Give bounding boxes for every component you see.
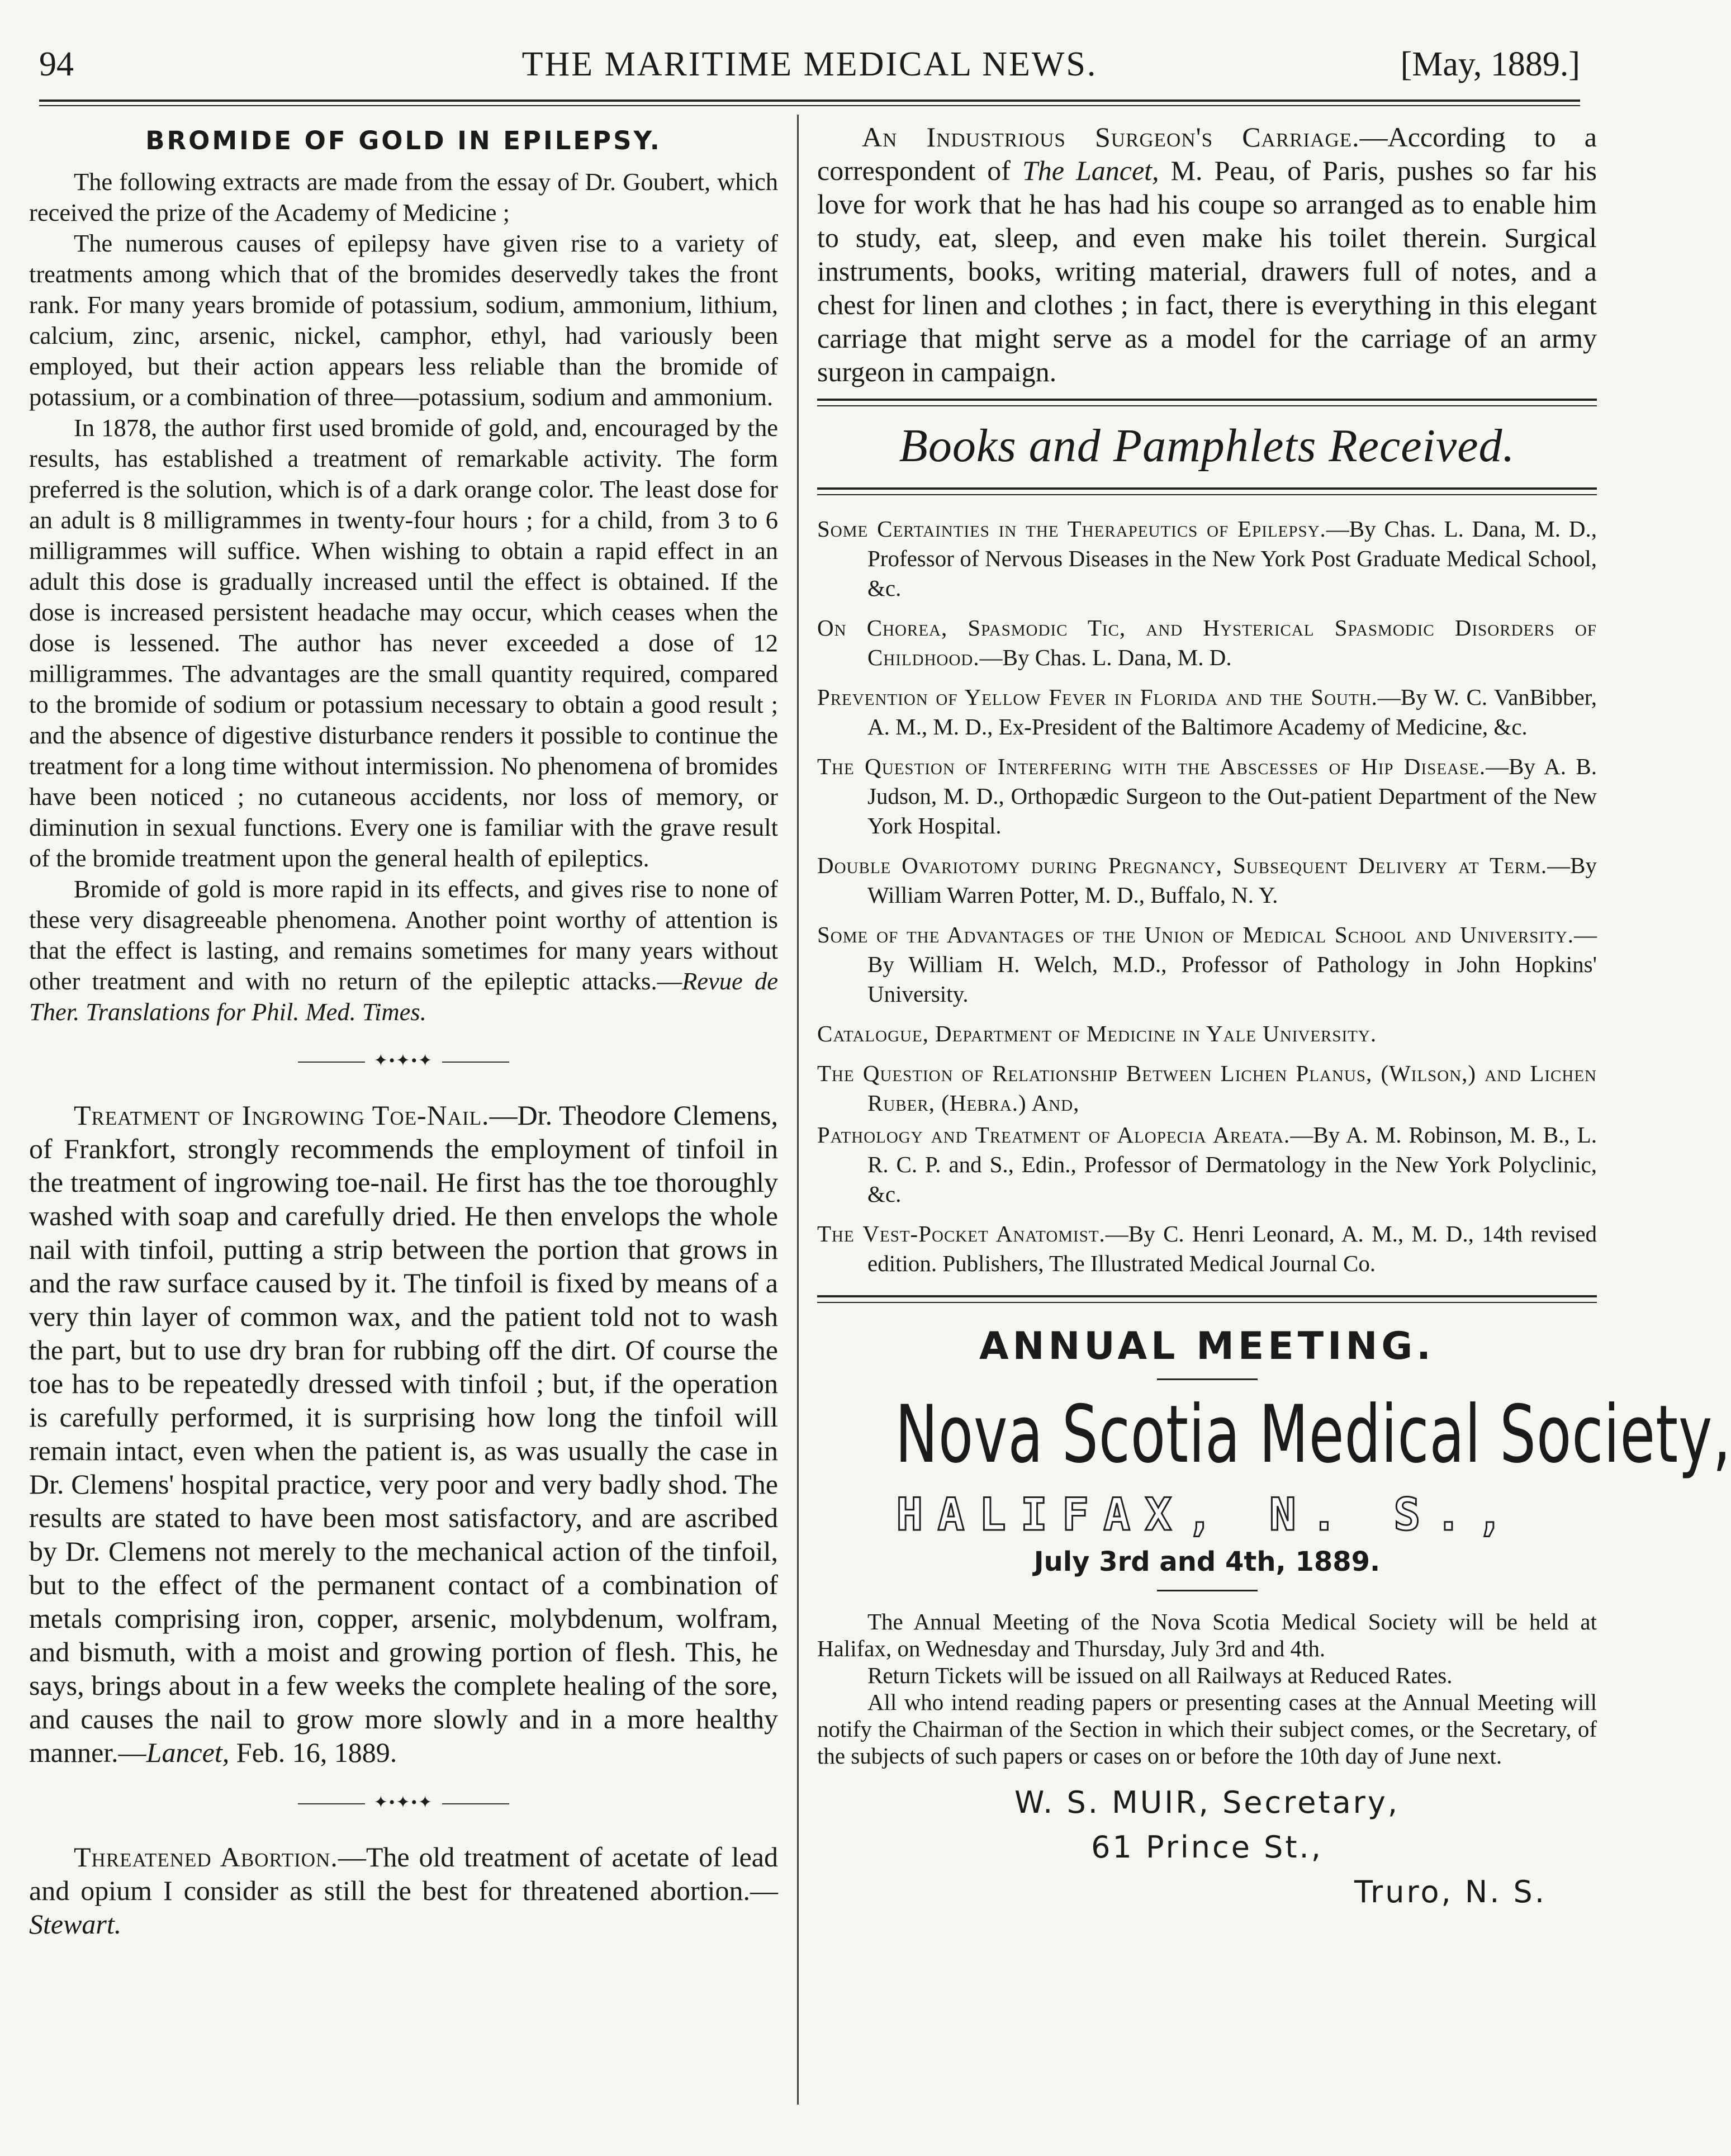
- toenail-heading: Treatment of Ingrowing Toe-Nail.: [74, 1100, 490, 1131]
- books-title: Books and Pamphlets Received.: [899, 420, 1515, 472]
- book-entry: Catalogue, Department of Medicine in Yale University.: [817, 1021, 1377, 1046]
- toenail-citation-date: Feb. 16, 1889.: [229, 1737, 397, 1768]
- right-column: [817, 120, 1731, 1915]
- book-entry: Double Ovariotomy during Pregnancy, Subsequent Delivery at Term.—By William Warren Potter, M. D., Buffalo, N. Y.: [817, 852, 1597, 908]
- section-rule: [817, 399, 1597, 406]
- abortion-article: [29, 1840, 778, 1941]
- toenail-citation: Lancet,: [146, 1737, 230, 1768]
- bromide-paragraph: In 1878, the author first used bromide of gold, and, encouraged by the results, has established a treatment of remarkable activity. The form preferred is the solution, which is of a dark orange color. The least dose for an adult is 8 milligrammes in twenty-four hours ; for a child, from 3 to 6 milligrammes will suffice. When wishing to obtain a rapid effect in an adult this dose is gradually increased until the effect is obtained. If the dose is increased persistent headache may occur, which ceases when the dose is lessened. The author has never exceeded a dose of 12 milligrammes. The advantages are the small quantity required, compared to the bromide of sodium or potassium necessary to obtain a good result ; and the absence of digestive disturbance renders it possible to continue the treatment for a long time without intermission. No phenomena of bromides have been noticed ; no cutaneous accidents, nor loss of memory, or diminution in sexual functions. Every one is familiar with the grave result of the bromide treatment upon the general health of epileptics.: [29, 414, 778, 872]
- header-rule-thin: [39, 105, 1580, 106]
- bromide-paragraph: The numerous causes of epilepsy have given rise to a variety of treatments among which that of the bromides deservedly takes the front rank. For many years bromide of potassium, sodium, ammonium, lithium, calcium, zinc, arsenic, nickel, camphor, ethyl, had variously been employed, but their action appears less reliable than the bromide of potassium, or a combination of three—potassium, sodium and ammonium.: [29, 229, 778, 411]
- carriage-heading: An Industrious Surgeon's Carriage.: [862, 121, 1360, 153]
- book-entry: Some Certainties in the Therapeutics of Epilepsy.—By Chas. L. Dana, M. D., Professor of Nervous Diseases in the New York Post Graduate Medical School, &c.: [817, 516, 1597, 601]
- bromide-article: [29, 167, 778, 1027]
- toenail-article: [29, 1098, 778, 1769]
- toenail-paragraph: [29, 1098, 778, 1769]
- meeting-place: HALIFAX, N. S.,: [896, 1489, 1518, 1541]
- meeting-body: [817, 1608, 1597, 1769]
- secretary-town: Truro, N. S.: [1354, 1874, 1547, 1909]
- column-divider: [797, 115, 799, 2105]
- short-rule: [1157, 1590, 1258, 1591]
- bromide-paragraph-text: Bromide of gold is more rapid in its effects, and gives rise to none of these very disagreeable phenomena. Another point worthy of attention is that the effect is lasting, and remains sometimes for many years without other treatment and with no return of the epileptic attacks.—: [29, 875, 778, 995]
- meeting-paragraph: Return Tickets will be issued on all Railways at Reduced Rates.: [867, 1662, 1453, 1688]
- carriage-text: —According to a correspondent of: [817, 121, 1597, 186]
- books-list: [817, 514, 1597, 1278]
- meeting-notice: [817, 1324, 1731, 1915]
- carriage-paragraph: [817, 120, 1597, 388]
- toenail-text: —Dr. Theodore Clemens, of Frankfort, strongly recommends the employment of tinfoil in the treatment of ingrowing toe-nail. He first has the toe thoroughly washed with soap and carefully dried. He then envelops the whole nail with tinfoil, putting a strip between the portion that grows in and the raw surface caused by it. The tinfoil is fixed by means of a very thin layer of common wax, and the patient told not to wash the part, but to use dry bran for rubbing off the dirt. Of course the toe has to be repeatedly dressed with tinfoil ; but, if the operation is carefully performed, it is surprising how long the tinfoil will remain intact, even when the patient is, as was usually the case in Dr. Clemens' hospital practice, very poor and very badly shod. The results are stated to have been most satisfactory, and are ascribed by Dr. Clemens not merely to the mechanical action of the tinfoil, but to the effect of the permanent contact of a combination of metals comprising iron, copper, arsenic, molybdenum, wolfram, and bismuth, with a moist and growing portion of flesh. This, he says, brings about in a few weeks the complete healing of the sore, and causes the nail to grow more slowly and in a more healthy manner.—: [29, 1100, 778, 1768]
- abortion-citation: Stewart.: [29, 1908, 122, 1940]
- section-rule: [817, 487, 1597, 495]
- abortion-text: —The old treatment of acetate of lead and opium I consider as still the best for threatened abortion.—: [29, 1841, 778, 1906]
- bromide-paragraph: [29, 874, 778, 1027]
- left-column: [29, 120, 778, 1941]
- journal-title: THE MARITIME MEDICAL NEWS.: [521, 45, 1098, 83]
- meeting-paragraph: All who intend reading papers or presenting cases at the Annual Meeting will notify the Chairman of the Section in which their subject comes, or the Secretary, of the subjects of such papers or cases on or before the 10th day of June next.: [817, 1689, 1597, 1769]
- society-name: Nova Scotia Medical Society,: [895, 1389, 1731, 1481]
- book-entry: Pathology and Treatment of Alopecia Areata.—By A. M. Robinson, M. B., L. R. C. P. and S., Edin., Professor of Dermatology in the New York Polyclinic, &c.: [817, 1122, 1597, 1207]
- bromide-paragraph: The following extracts are made from the essay of Dr. Goubert, which received the prize of the Academy of Medicine ;: [29, 168, 778, 226]
- section-rule: [817, 1295, 1597, 1303]
- book-entry: The Question of Interfering with the Abscesses of Hip Disease.—By A. B. Judson, M. D., Orthopædic Surgeon to the Out-patient Department of the New York Hospital.: [817, 754, 1597, 838]
- carriage-text-continued: M. Peau, of Paris, pushes so far his love for work that he has had his coupe so arranged as to enable him to study, eat, sleep, and even make his toilet therein. Surgical instruments, books, writing material, drawers full of notes, and a chest for linen and clothes ; in fact, there is everything in this elegant carriage that might serve as a model for the carriage of an army surgeon in campaign.: [817, 155, 1597, 387]
- book-entry: The Vest-Pocket Anatomist.—By C. Henri Leonard, A. M., M. D., 14th revised edition. Publishers, The Illustrated Medical Journal Co.: [817, 1221, 1597, 1276]
- meeting-paragraph: The Annual Meeting of the Nova Scotia Medical Society will be held at Halifax, on Wednesday and Thursday, July 3rd and 4th.: [817, 1609, 1597, 1661]
- section-ornament: ✦•✦•✦: [29, 1793, 778, 1812]
- carriage-article: [817, 120, 1597, 388]
- running-head: [39, 39, 1580, 89]
- book-entry: Prevention of Yellow Fever in Florida and the South.—By W. C. VanBibber, A. M., M. D., Ex-President of the Baltimore Academy of Medicine, &c.: [817, 684, 1597, 740]
- book-entry: On Chorea, Spasmodic Tic, and Hysterical Spasmodic Disorders of Childhood.—By Chas. L. Dana, M. D.: [817, 615, 1597, 670]
- bromide-title: BROMIDE OF GOLD IN EPILEPSY.: [145, 126, 662, 155]
- page-number: 94: [39, 45, 74, 83]
- abortion-heading: Threatened Abortion.: [74, 1841, 338, 1873]
- section-ornament: ✦•✦•✦: [29, 1051, 778, 1070]
- book-entry: The Question of Relationship Between Lichen Planus, (Wilson,) and Lichen Ruber, (Hebra.) And,: [817, 1060, 1597, 1116]
- short-rule: [1157, 1378, 1258, 1380]
- meeting-heading: ANNUAL MEETING.: [979, 1324, 1435, 1368]
- secretary-name: W. S. MUIR, Secretary,: [1014, 1785, 1400, 1820]
- abortion-paragraph: [29, 1840, 778, 1941]
- book-entry: Some of the Advantages of the Union of Medical School and University.—By William H. Welch, M.D., Professor of Pathology in John Hopkins' University.: [817, 922, 1597, 1007]
- meeting-date: July 3rd and 4th, 1889.: [1033, 1546, 1381, 1577]
- bromide-citation: Revue de Ther. Translations for Phil. Med. Times.: [29, 967, 778, 1026]
- carriage-journal: The Lancet,: [1022, 155, 1159, 186]
- secretary-street: 61 Prince St.,: [1091, 1830, 1323, 1865]
- issue-date: [May, 1889.]: [1400, 45, 1580, 83]
- header-rule: [39, 99, 1580, 102]
- signature-block: [817, 1780, 1597, 1915]
